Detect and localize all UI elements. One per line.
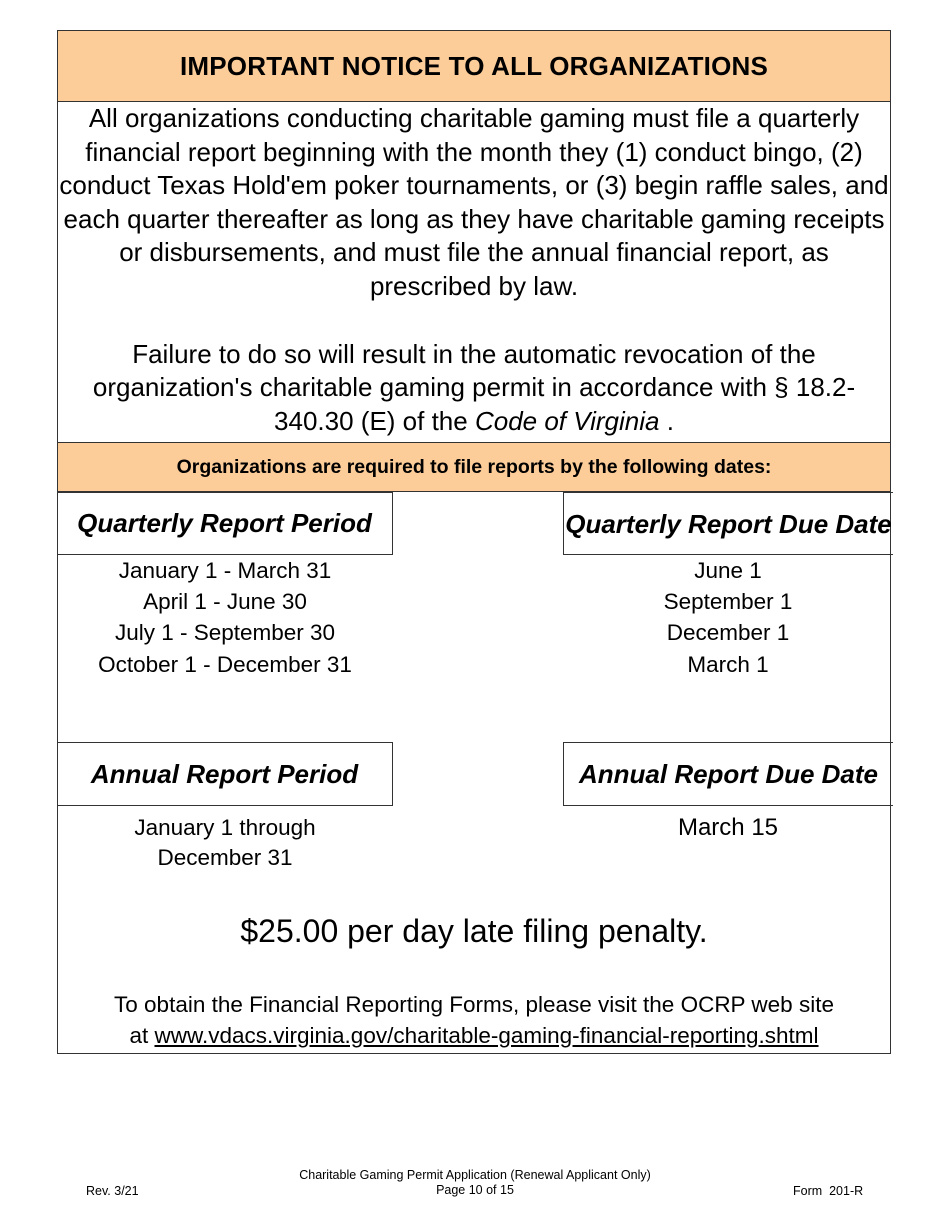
quarterly-period: April 1 - June 30	[143, 589, 307, 615]
obtain-forms	[58, 989, 890, 1051]
footer-revision: Rev. 3/21	[86, 1184, 139, 1198]
annual-period-line-1: January 1 through	[134, 815, 316, 840]
title-banner	[58, 31, 890, 102]
late-penalty: $25.00 per day late filing penalty.	[240, 913, 708, 949]
code-of-virginia: Code of Virginia	[474, 405, 660, 436]
dates-banner-text: Organizations are required to file reports by the following dates:	[176, 455, 772, 478]
annual-period	[58, 813, 392, 873]
notice-frame	[57, 30, 891, 1054]
annual-due-date	[563, 813, 893, 843]
quarterly-due-heading-text: Quarterly Report Due Date	[565, 508, 892, 539]
ocrp-website-link[interactable]: www.vdacs.virginia.gov/charitable-gaming-financial-reporting.shtml	[154, 1023, 819, 1048]
notice-paragraph-1: All organizations conducting charitable gaming must file a quarterly financial report beginning with the month they (1) conduct bingo, (2) conduct Texas Hold'em poker tournaments, or (3) begin raffle sales, and each quarter thereafter as long as they have charitable gaming receipts or disbursements, and must file the annual financial report, as prescribed by law.	[59, 103, 889, 301]
notice-paragraph-2-text: Failure to do so will result in the automatic revocation of the organization's charitable gaming permit in accordance with § 18.2-340.30 (E) of the	[92, 338, 856, 436]
dates-banner	[58, 442, 890, 492]
annual-period-line-2: December 31	[157, 845, 293, 870]
obtain-forms-prefix: at	[129, 1023, 155, 1048]
obtain-forms-line-1: To obtain the Financial Reporting Forms, please visit the OCRP web site	[114, 992, 834, 1017]
obtain-forms-line-2	[58, 1020, 890, 1051]
annual-due-heading-text: Annual Report Due Date	[578, 758, 879, 789]
quarterly-period-heading-text: Quarterly Report Period	[77, 508, 372, 538]
quarterly-period: July 1 - September 30	[114, 620, 336, 646]
footer-page-number: Page 10 of 15	[436, 1183, 514, 1197]
annual-period-heading-text: Annual Report Period	[90, 758, 359, 789]
annual-due-date-text: March 15	[677, 814, 779, 841]
quarterly-due-date: March 1	[687, 651, 769, 677]
footer-form-number: Form 201-R	[793, 1184, 864, 1198]
quarterly-periods-list	[58, 555, 392, 680]
quarterly-period: January 1 - March 31	[118, 558, 332, 583]
notice-paragraph-2-end: .	[659, 405, 674, 436]
notice-paragraph-2	[58, 338, 890, 439]
quarterly-period: October 1 - December 31	[98, 651, 352, 677]
annual-period-heading	[57, 742, 393, 806]
quarterly-period-heading	[57, 492, 393, 555]
quarterly-due-date: September 1	[663, 589, 793, 615]
footer-doc-title: Charitable Gaming Permit Application (Renewal Applicant Only)	[299, 1168, 651, 1182]
notice-body	[58, 102, 890, 442]
annual-due-heading	[563, 742, 893, 806]
quarterly-due-heading	[563, 492, 893, 555]
quarterly-due-dates-list	[563, 555, 893, 680]
page-title: IMPORTANT NOTICE TO ALL ORGANIZATIONS	[179, 50, 769, 81]
quarterly-due-date: June 1	[694, 558, 762, 583]
quarterly-due-date: December 1	[666, 620, 790, 646]
